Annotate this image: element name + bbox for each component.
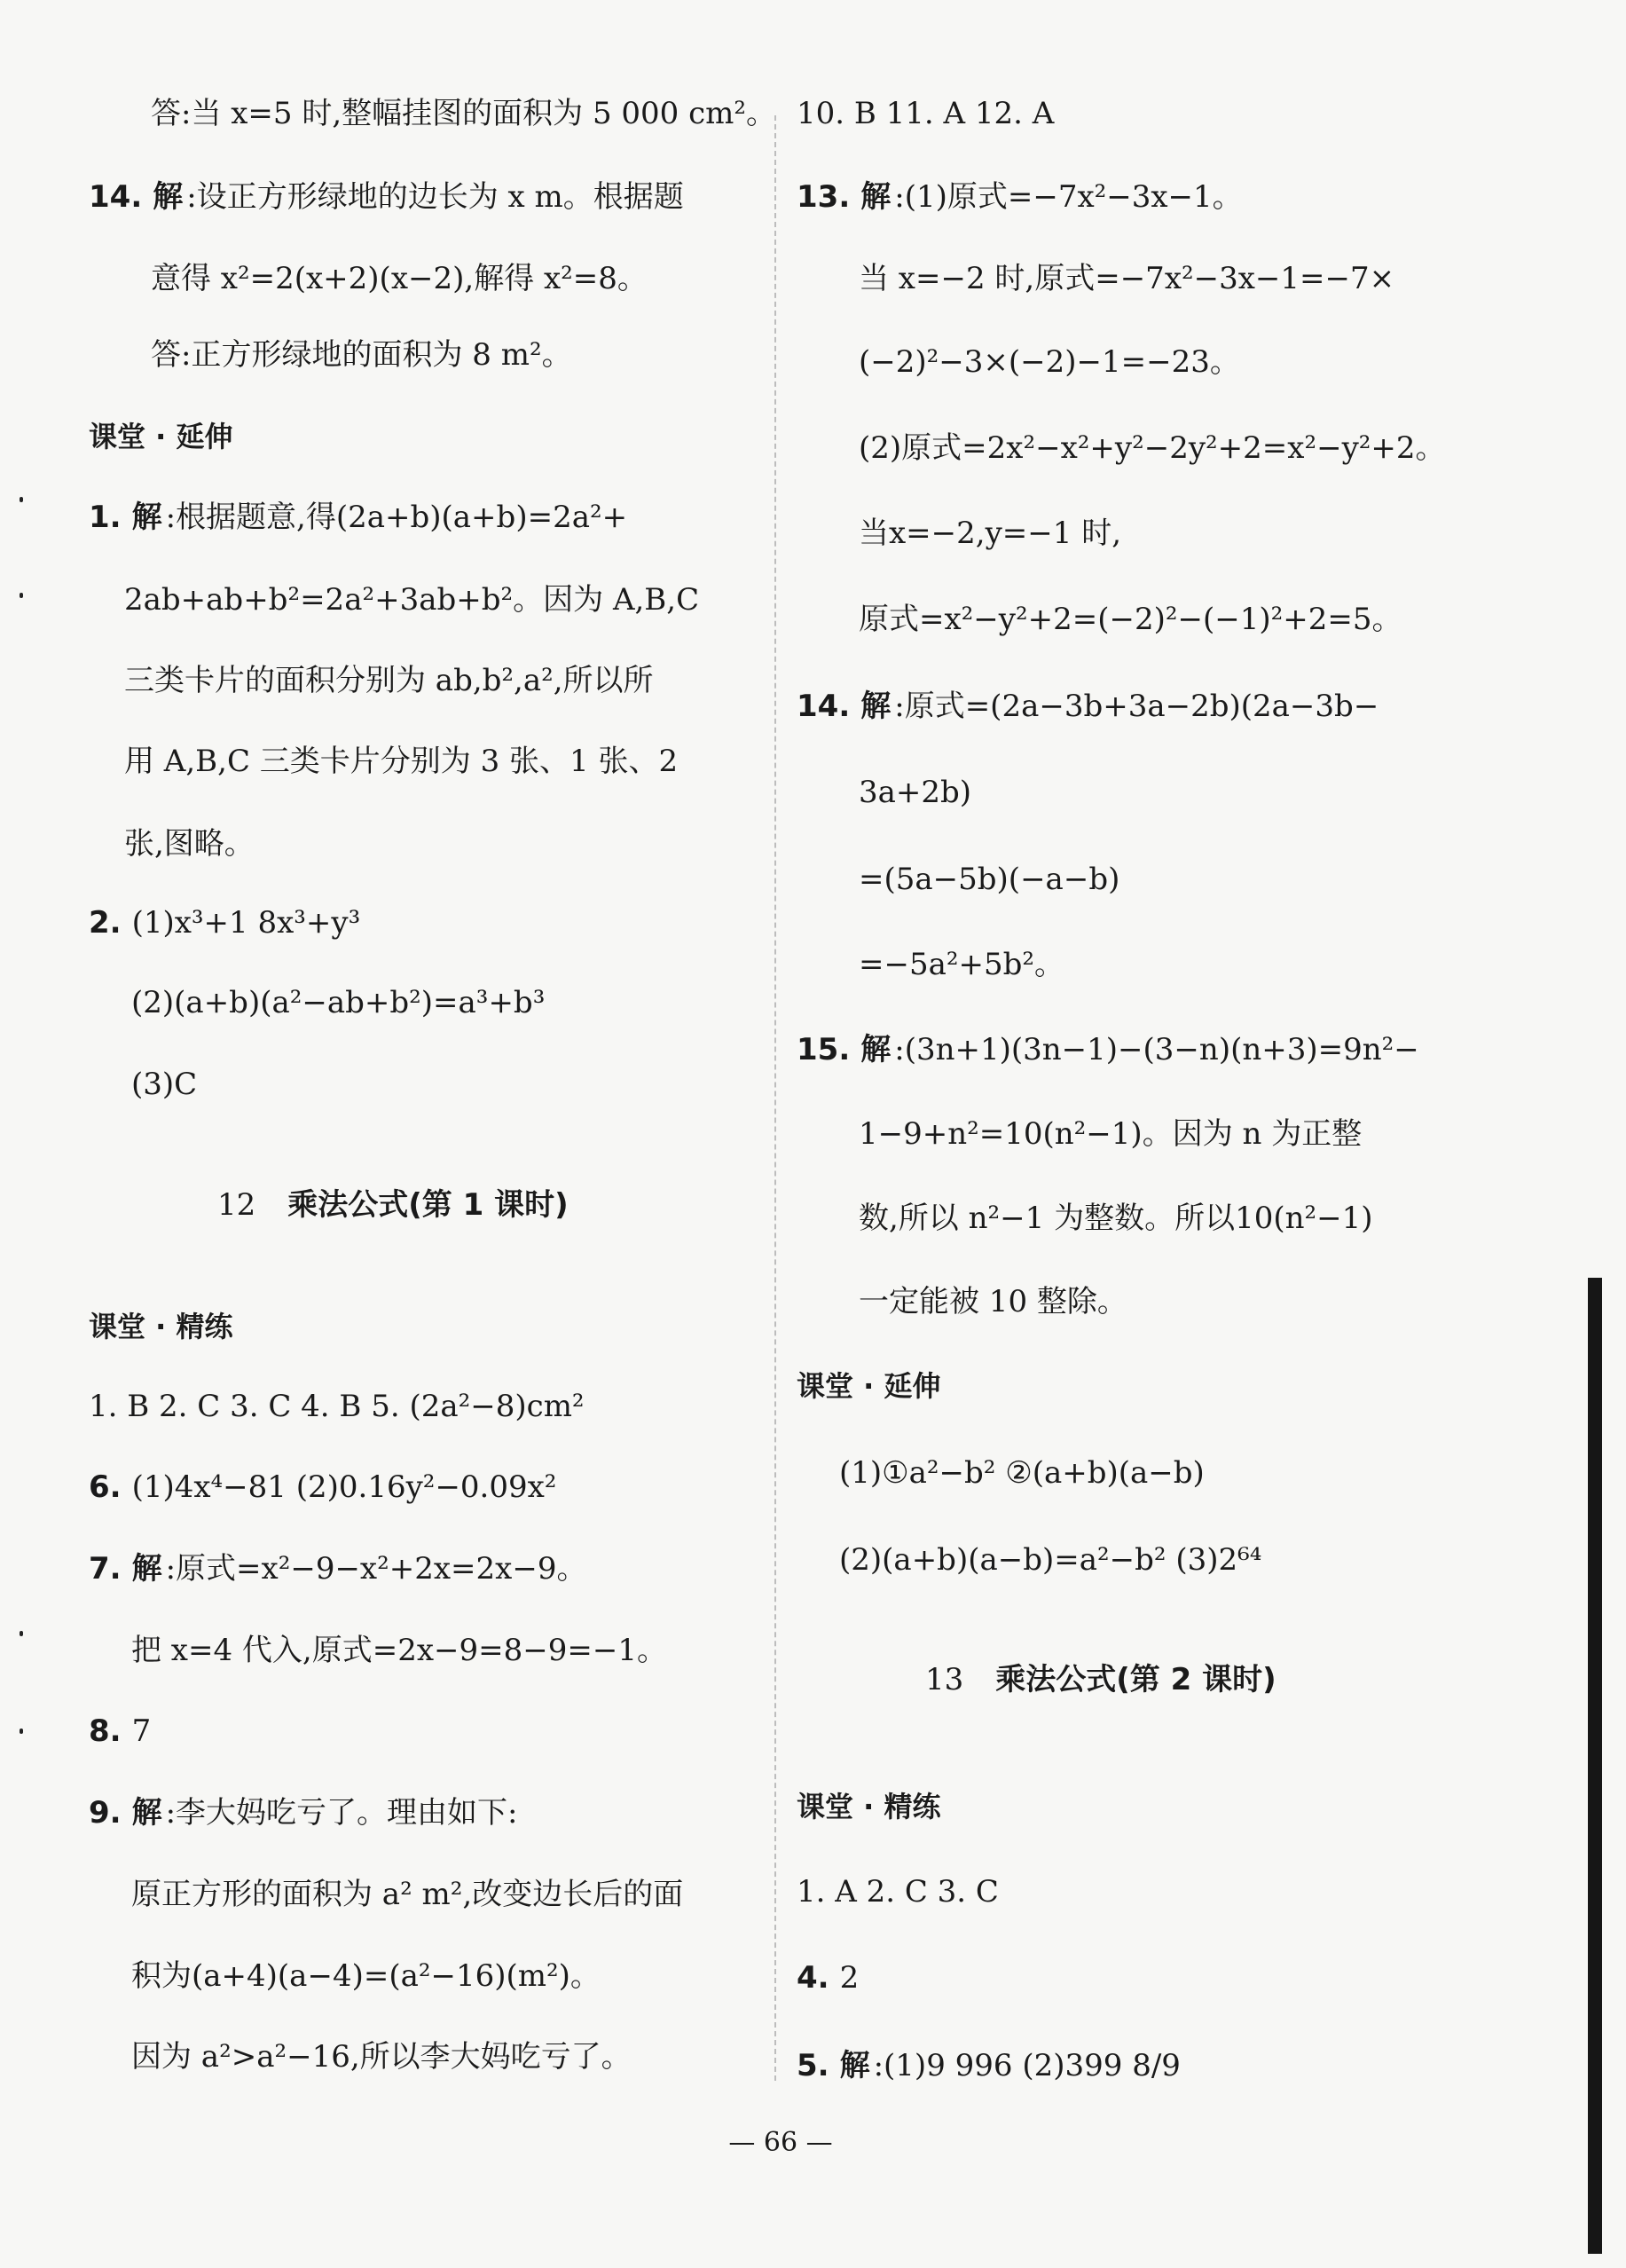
answer-line [859,1199,1373,1238]
answer-line [859,259,1394,298]
answer-line [839,1453,1205,1492]
answer-line [131,1875,683,1914]
answer-line [89,1387,585,1426]
question-number: 7. [89,1551,122,1587]
answer-text: 1−9+n²=10(n²−1)。因为 n 为正整 [859,1116,1363,1152]
question-number: 15. [797,1032,851,1067]
section-heading: 课堂 · 精练 [797,1790,941,1823]
answer-text: 1. A 2. C 3. C [797,1874,999,1910]
answer-text: 用 A,B,C 三类卡片分别为 3 张、1 张、2 [124,744,679,779]
solution-marker: 解 [153,179,184,215]
section-heading: 课堂 · 精练 [89,1310,233,1343]
lesson-title: 乘法公式(第 1 课时) [287,1187,569,1223]
answer-text: 三类卡片的面积分别为 ab,b²,a²,所以所 [124,663,654,698]
answer-line [89,903,360,942]
answer-line [797,177,1243,217]
section-heading: 课堂 · 延伸 [89,420,233,453]
answer-text: 10. B 11. A 12. A [797,96,1055,131]
answer-text: 2 [839,1960,860,1996]
answer-text: 当x=−2,y=−1 时, [859,516,1122,551]
answer-line [151,259,648,298]
margin-mark [20,1729,23,1734]
answer-text: 当 x=−2 时,原式=−7x²−3x−1=−7× [859,261,1395,296]
answer-text: 答:正方形绿地的面积为 8 m²。 [151,337,572,373]
margin-mark [20,1631,23,1636]
solution-marker: 解 [131,1551,162,1587]
lesson-number: 13 [925,1662,964,1697]
answer-text: 原式=x²−y²+2=(−2)²−(−1)²+2=5。 [859,602,1402,637]
answer-text: =(5a−5b)(−a−b) [859,862,1120,897]
answer-line [797,2046,1181,2085]
section-heading: 课堂 · 延伸 [797,1369,941,1403]
answer-line [797,94,1054,133]
answer-text: 1. B 2. C 3. C 4. B 5. (2a²−8)cm² [89,1389,585,1424]
answer-line [797,687,1379,726]
answer-line [131,2037,632,2076]
solution-marker: 解 [839,2048,870,2083]
answer-line [797,1872,999,1911]
answer-text: 因为 a²>a²−16,所以李大妈吃亏了。 [131,2039,632,2075]
answer-line [859,343,1240,382]
answer-text: (1)①a²−b² ②(a+b)(a−b) [839,1455,1205,1491]
lesson-title: 乘法公式(第 2 课时) [995,1662,1276,1697]
answer-text: :(1)原式=−7x²−3x−1。 [894,179,1243,215]
answer-line [89,177,684,217]
answer-line [859,600,1402,639]
question-number: 14. [89,179,143,215]
answer-line [859,773,971,812]
answer-text: (1)4x⁴−81 (2)0.16y²−0.09x² [131,1469,557,1505]
page-edge-shadow [1588,1278,1602,2254]
answer-text: 数,所以 n²−1 为整数。所以10(n²−1) [859,1201,1373,1236]
answer-text: 积为(a+4)(a−4)=(a²−16)(m²)。 [131,1958,601,1994]
question-number: 9. [89,1795,122,1831]
lesson-number: 12 [217,1187,256,1223]
answer-line [859,1114,1362,1154]
question-number: 13. [797,179,851,215]
answer-text: 原正方形的面积为 a² m²,改变边长后的面 [131,1877,684,1912]
answer-line [839,1540,1261,1579]
question-number: 2. [89,905,122,941]
answer-text: 3a+2b) [859,775,972,810]
answer-line [124,742,678,781]
question-number: 4. [797,1960,829,1996]
answer-text: =−5a²+5b²。 [859,947,1065,982]
answer-line [859,1282,1127,1321]
answer-text: (2)(a+b)(a−b)=a²−b² (3)2⁶⁴ [839,1542,1262,1578]
answer-line [859,514,1121,553]
solution-marker: 解 [860,689,892,724]
answer-line [797,1958,859,1997]
answer-line [89,1468,556,1507]
answer-text: :(1)9 996 (2)399 8/9 [873,2048,1181,2083]
solution-marker: 解 [131,1795,162,1831]
answer-line [124,824,255,863]
question-number: 6. [89,1469,122,1505]
answer-line [151,335,572,374]
lesson-heading [217,1185,569,1225]
answer-text: (2)原式=2x²−x²+y²−2y²+2=x²−y²+2。 [859,430,1446,466]
answer-line [124,661,654,700]
answer-line [859,945,1064,984]
answer-text: (3)C [131,1067,198,1102]
answer-line [797,1030,1419,1069]
answer-text: 把 x=4 代入,原式=2x−9=8−9=−1。 [131,1633,667,1668]
answer-line [859,429,1446,468]
answer-text: (1)x³+1 8x³+y³ [131,905,361,941]
answer-line [131,1957,601,1996]
solution-marker: 解 [860,1032,892,1067]
answer-line [124,580,699,619]
answer-text: (−2)²−3×(−2)−1=−23。 [859,344,1240,380]
answer-text: :根据题意,得(2a+b)(a+b)=2a²+ [165,500,628,535]
answer-text: 2ab+ab+b²=2a²+3ab+b²。因为 A,B,C [124,582,700,618]
page-number: — 66 — [728,2127,833,2158]
question-number: 5. [797,2048,829,2083]
answer-line [89,498,627,537]
lesson-heading [925,1660,1276,1699]
column-divider [774,115,776,2081]
margin-mark [20,593,23,598]
question-number: 1. [89,500,122,535]
answer-text: (2)(a+b)(a²−ab+b²)=a³+b³ [131,985,546,1020]
answer-text: 意得 x²=2(x+2)(x−2),解得 x²=8。 [151,261,648,296]
answer-line [89,1549,586,1588]
question-number: 8. [89,1713,122,1749]
answer-text: :李大妈吃亏了。理由如下: [165,1795,518,1831]
solution-marker: 解 [131,500,162,535]
answer-line [131,1065,197,1104]
answer-text: 一定能被 10 整除。 [859,1284,1127,1319]
margin-mark [20,497,23,502]
answer-line [89,1712,151,1751]
answer-text: 答:当 x=5 时,整幅挂图的面积为 5 000 cm²。 [151,96,777,131]
answer-line [131,983,545,1022]
answer-line [131,1631,667,1670]
question-number: 14. [797,689,851,724]
answer-text: 7 [131,1713,152,1749]
answer-text: :设正方形绿地的边长为 x m。根据题 [186,179,684,215]
answer-text: 张,图略。 [124,826,255,862]
answer-line [89,1793,518,1832]
answer-line [151,94,776,133]
answer-text: :原式=x²−9−x²+2x=2x−9。 [165,1551,587,1587]
solution-marker: 解 [860,179,892,215]
answer-line [859,860,1119,899]
answer-text: :(3n+1)(3n−1)−(3−n)(n+3)=9n²− [894,1032,1419,1067]
answer-text: :原式=(2a−3b+3a−2b)(2a−3b− [894,689,1379,724]
